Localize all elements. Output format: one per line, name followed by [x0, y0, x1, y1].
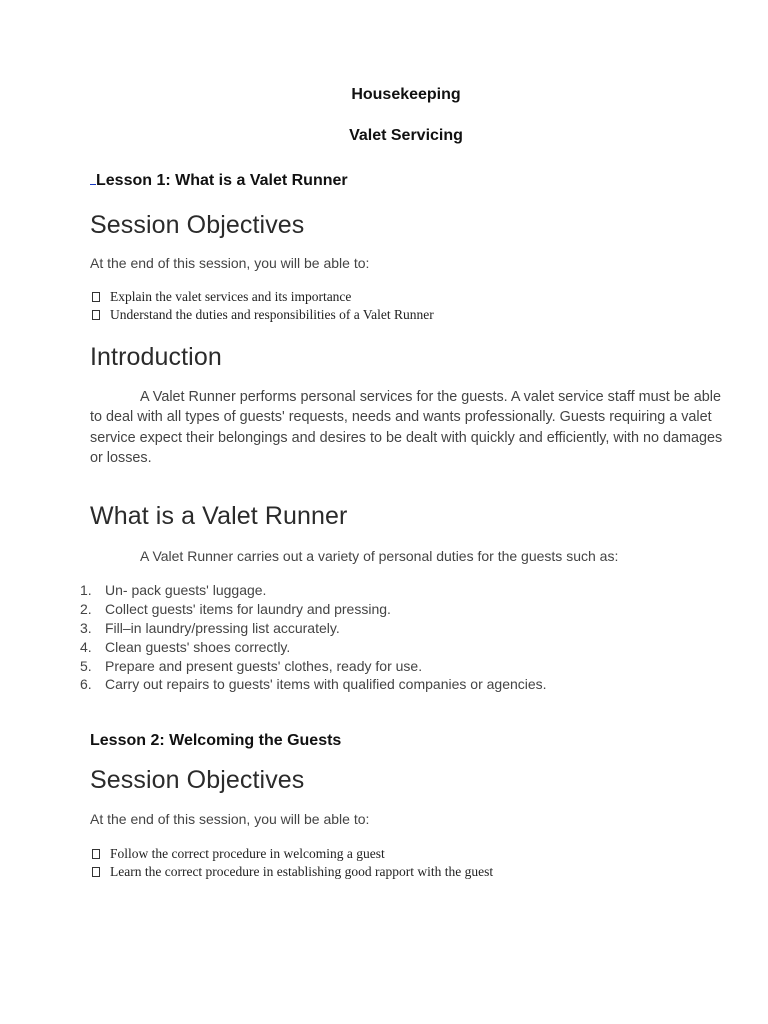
list-item: 5. Prepare and present guests' clothes, ready for use. [80, 657, 423, 674]
introduction-heading: Introduction [90, 343, 222, 371]
list-item: Learn the correct procedure in establishing good rapport with the guest [92, 863, 493, 881]
lesson-2-title: Lesson 2: Welcoming the Guests [90, 732, 342, 749]
introduction-paragraph: A Valet Runner performs personal services for the guests. A valet service staff must be able to deal with all types of guests' requests, needs and wants professionally. Guests requiring a valet service expect their belongings and desires to be dealt with quickly and efficiently, with no damages or losses. [90, 389, 723, 467]
checkbox-bullet-icon [92, 292, 100, 302]
list-item: Understand the duties and responsibilities of a Valet Runner [92, 306, 434, 324]
lesson-1-heading [90, 170, 348, 190]
list-item: Follow the correct procedure in welcoming a guest [92, 845, 493, 863]
lesson-2-objectives-heading: Session Objectives [90, 766, 305, 794]
checkbox-bullet-icon [92, 867, 100, 877]
checkbox-bullet-icon [92, 310, 100, 320]
what-is-valet-runner-intro: A Valet Runner carries out a variety of personal duties for the guests such as: [140, 548, 619, 564]
list-item: 3. Fill–in laundry/pressing list accurately. [80, 619, 340, 636]
course-title: Valet Servicing [349, 127, 463, 144]
checkbox-bullet-icon [92, 849, 100, 859]
duties-list [80, 581, 547, 694]
list-item: Explain the valet services and its importance [92, 288, 434, 306]
lesson-2-objectives-intro: At the end of this session, you will be able to: [90, 811, 370, 827]
list-item: 4. Clean guests' shoes correctly. [80, 638, 291, 655]
lesson-1-objectives-heading: Session Objectives [90, 211, 305, 239]
list-item: 2. Collect guests' items for laundry and pressing. [80, 600, 391, 617]
lesson-1-objectives-list [92, 288, 434, 324]
list-item: 1. Un- pack guests' luggage. [80, 582, 267, 598]
lesson-1-title: Lesson 1: What is a Valet Runner [96, 172, 348, 189]
what-is-valet-runner-heading: What is a Valet Runner [90, 502, 348, 530]
list-item: 6. Carry out repairs to guests' items with qualified companies or agencies. [80, 676, 547, 693]
lesson-1-objectives-intro: At the end of this session, you will be able to: [90, 255, 370, 271]
department-title: Housekeeping [351, 86, 461, 103]
lesson-2-objectives-list [92, 845, 493, 881]
